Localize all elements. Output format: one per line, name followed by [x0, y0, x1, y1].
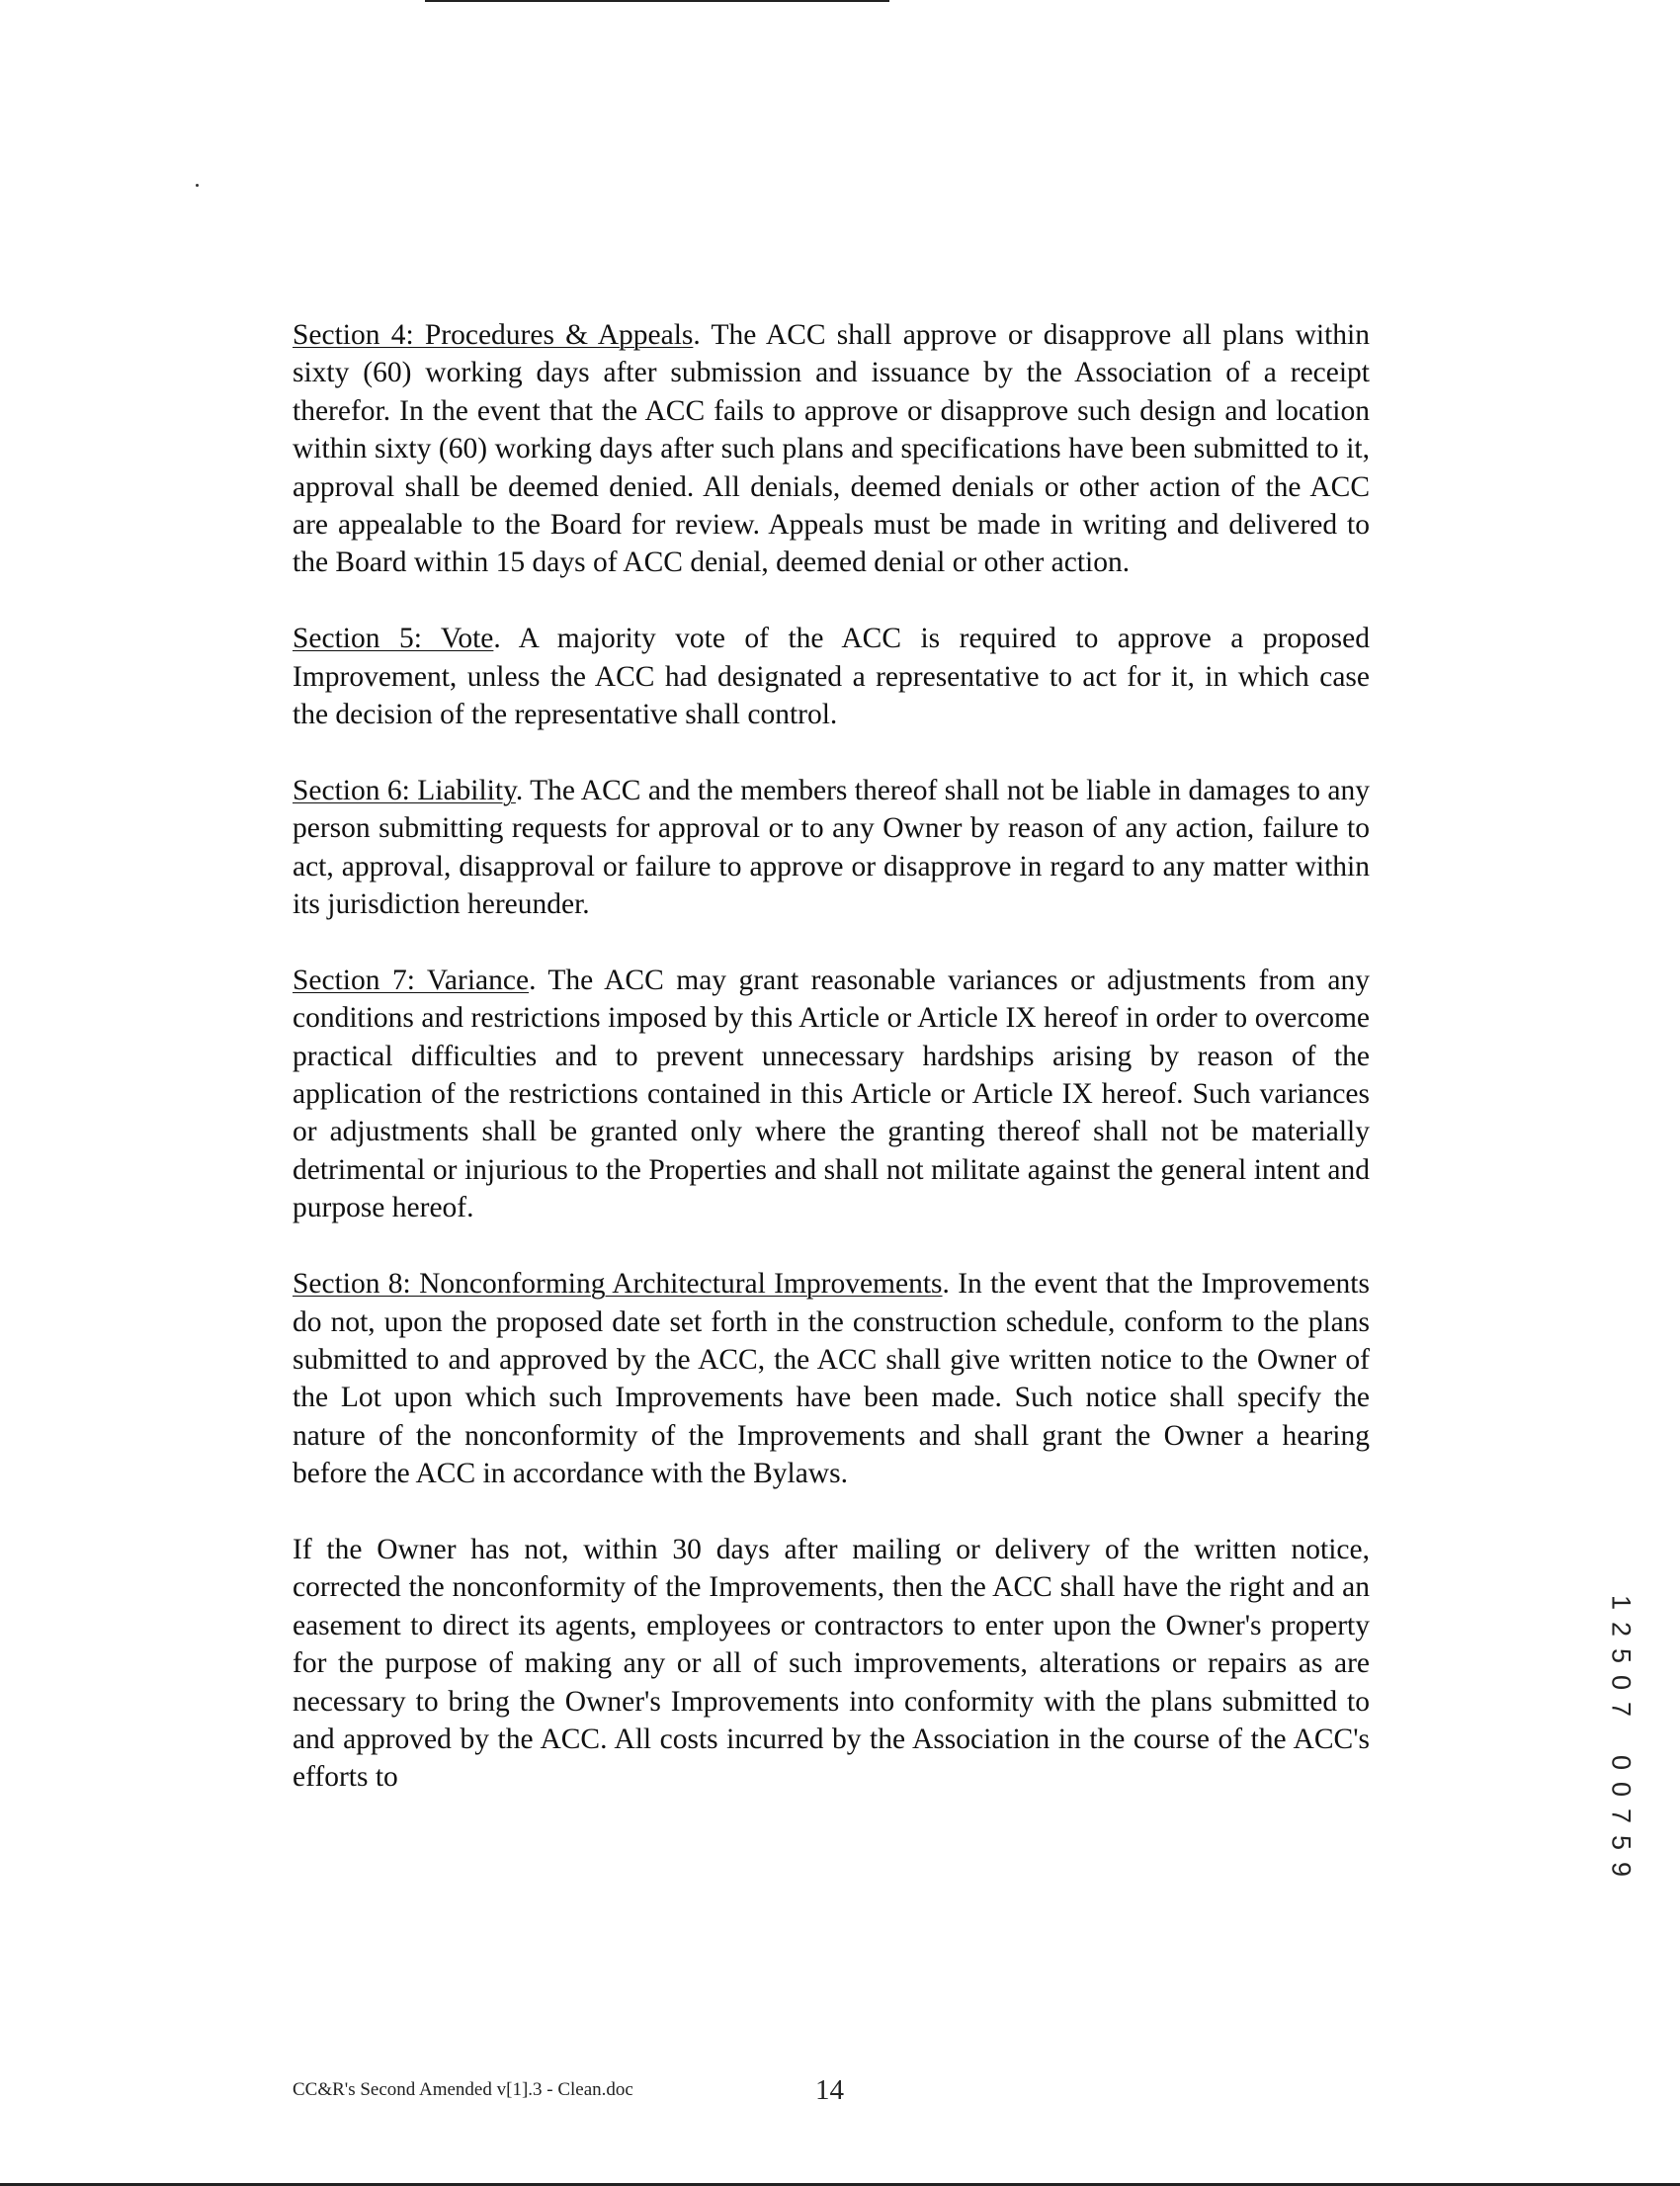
section-8-body: . In the event that the Improvements do not, upon the proposed date set forth in the construction schedule, conform to the plans submitted to and approved by the ACC, the ACC shall give written notice to the Owner of the Lot upon which such Improvements have been made. Such notice shall specify the nature of the nonconformity of the Improvements and shall grant the Owner a hearing before the ACC in accordance with the Bylaws.: [293, 1268, 1370, 1490]
section-8-paragraph: [293, 1265, 1370, 1492]
section-4-heading: Section 4: Procedures & Appeals: [293, 319, 694, 351]
section-5-paragraph: [293, 620, 1370, 733]
recording-number-stamp: [1606, 1589, 1637, 1883]
section-7-heading: Section 7: Variance: [293, 964, 530, 996]
stamp-digit: 5: [1606, 1647, 1637, 1664]
section-5-heading: Section 5: Vote: [293, 623, 494, 655]
section-4-paragraph: [293, 316, 1370, 582]
section-6-paragraph: [293, 772, 1370, 924]
footer-page-number: 14: [815, 2074, 844, 2106]
scan-edge-top: [425, 0, 889, 2]
stamp-digit: 7: [1606, 1808, 1637, 1824]
stamp-digit: 0: [1606, 1674, 1637, 1691]
stamp-digit: 5: [1606, 1834, 1637, 1851]
stamp-digit: 0: [1606, 1781, 1637, 1798]
section-7-paragraph: [293, 962, 1370, 1227]
section-6-heading: Section 6: Liability: [293, 774, 516, 806]
stamp-digit: 0: [1606, 1754, 1637, 1771]
section-4-body: . The ACC shall approve or disapprove all plans within sixty (60) working days after submission and issuance by the Association of a receipt therefor. In the event that the ACC fails to approve or disapprove such design and location within sixty (60) working days after such plans and specifications have been submitted to it, approval shall be deemed denied. All denials, deemed denials or other action of the ACC are appealable to the Board for review. Appeals must be made in writing and delivered to the Board within 15 days of ACC denial, deemed denial or other action.: [293, 319, 1370, 579]
closing-paragraph: If the Owner has not, within 30 days after mailing or delivery of the written notice, corrected the nonconformity of the Improvements, then the ACC shall have the right and an easement to direct its agents, employees or contractors to enter upon the Owner's property for the purpose of making any or all of such improvements, alterations or repairs as are necessary to bring the Owner's Improvements into conformity with the plans submitted to and approved by the ACC. All costs incurred by the Association in the course of the ACC's efforts to: [293, 1533, 1370, 1794]
stamp-digit: 1: [1606, 1594, 1637, 1611]
footer-document-name: CC&R's Second Amended v[1].3 - Clean.doc: [293, 2079, 633, 2100]
stamp-digit: 9: [1606, 1861, 1637, 1878]
section-7-body: . The ACC may grant reasonable variances or adjustments from any conditions and restrictions imposed by this Article or Article IX hereof in order to overcome practical difficulties and to prevent unnecessary hardships arising by reason of the application of the restrictions contained in this Article or Article IX hereof. Such variances or adjustments shall be granted only where the granting thereof shall not be materially detrimental or injurious to the Properties and shall not militate against the general intent and purpose hereof.: [293, 964, 1371, 1224]
section-5-body: . A majority vote of the ACC is required to approve a proposed Improvement, unless the ACC had designated a representative to act for it, in which case the decision of the representative shall control.: [293, 623, 1370, 731]
stamp-digit: 2: [1606, 1621, 1637, 1638]
stamp-digit: 7: [1606, 1701, 1637, 1718]
scan-speck: [196, 184, 199, 187]
section-6-body: . The ACC and the members thereof shall not be liable in damages to any person submitting requests for approval or to any Owner by reason of any action, failure to act, approval, disapproval or failure to approve or disapprove in regard to any matter within its jurisdiction hereunder.: [293, 774, 1370, 921]
section-8-heading: Section 8: Nonconforming Architectural Improvements: [293, 1268, 943, 1301]
document-body: [293, 316, 1370, 1834]
